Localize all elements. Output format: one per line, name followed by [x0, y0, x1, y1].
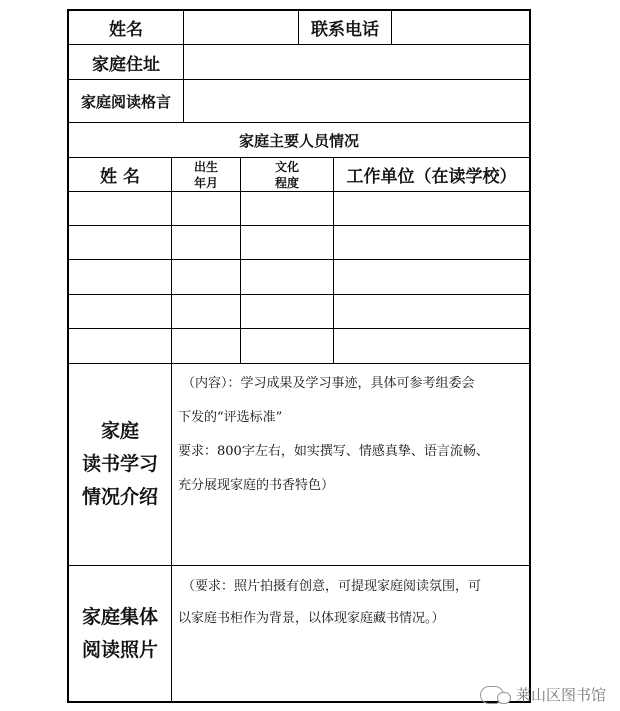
- watermark: [480, 684, 606, 705]
- group-photo-label-line: 阅读照片: [81, 638, 158, 661]
- table-row[interactable]: [69, 226, 529, 259]
- table-row[interactable]: [69, 192, 529, 225]
- watermark-text: 莱山区图书馆: [515, 686, 606, 704]
- table-row[interactable]: [69, 260, 529, 294]
- phone-label: 联系电话: [311, 20, 379, 40]
- reading-intro-note-line: 下发的“评选标准”: [178, 410, 283, 425]
- group-photo-note-line: （要求：照片拍摄有创意，可提现家庭阅读氛围，可: [182, 579, 482, 594]
- column-header-birth-bottom: 年月: [193, 175, 218, 190]
- column-header-education-bottom: 程度: [274, 175, 299, 190]
- table-row[interactable]: [69, 329, 529, 363]
- table-row[interactable]: [69, 295, 529, 328]
- group-photo-label: [69, 566, 171, 701]
- reading-intro-label-line: 读书学习: [81, 453, 158, 475]
- reading-intro-note-line: （内容）：学习成果及学习事迹，具体可参考组委会: [182, 376, 475, 391]
- column-header-name: 姓 名: [100, 167, 140, 187]
- wechat-icon: [480, 686, 504, 704]
- motto-label: 家庭阅读格言: [80, 92, 171, 111]
- reading-intro-note-line: 要求：800字左右，如实撰写、情感真挚、语言流畅、: [178, 444, 489, 459]
- phone-field[interactable]: [392, 11, 529, 44]
- column-header-education: [241, 158, 333, 191]
- name-field[interactable]: [184, 11, 298, 44]
- column-header-birth: [172, 158, 240, 191]
- motto-field[interactable]: [184, 80, 529, 122]
- reading-intro-note-line: 充分展现家庭的书香特色）: [178, 478, 335, 493]
- reading-intro-label: [69, 364, 171, 565]
- column-header-education-top: 文化: [274, 159, 299, 174]
- column-header-workplace: 工作单位（在读学校）: [346, 167, 517, 187]
- name-label: 姓名: [109, 20, 143, 40]
- address-field[interactable]: [184, 45, 529, 79]
- reading-intro-label-line: 情况介绍: [81, 486, 158, 508]
- address-label: 家庭住址: [92, 54, 160, 75]
- reading-intro-label-line: 家庭: [100, 420, 139, 442]
- members-section-title: 家庭主要人员情况: [238, 131, 359, 150]
- group-photo-label-line: 家庭集体: [81, 605, 158, 628]
- group-photo-note-line: 以家庭书柜作为背景，以体现家庭藏书情况。）: [178, 611, 445, 626]
- column-header-birth-top: 出生: [193, 159, 218, 174]
